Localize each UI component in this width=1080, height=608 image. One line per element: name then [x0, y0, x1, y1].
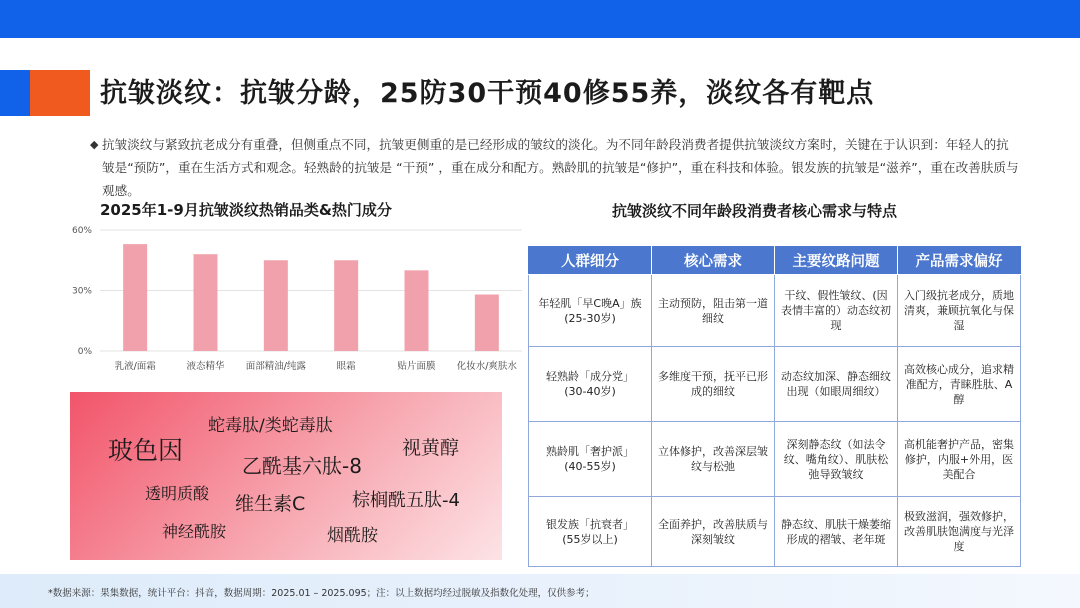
table-row: [529, 422, 1021, 497]
bar-chart: [60, 220, 530, 380]
table-cell: 主动预防，阻击第一道细纹: [652, 275, 775, 347]
table-cell: 熟龄肌「奢护派」 (40-55岁): [529, 422, 652, 497]
bullet-diamond-icon: ◆: [90, 138, 99, 151]
x-tick-label: 化妆水/爽肤水: [456, 361, 517, 372]
kw-retinal: 视黄醇: [402, 437, 460, 459]
chart-title: 2025年1-9月抗皱淡纹热销品类&热门成分: [100, 201, 392, 219]
ingredient-keyword-panel: [70, 392, 502, 560]
table-header-row: [529, 247, 1021, 275]
table-cell: 全面养护，改善肤质与深刻皱纹: [652, 497, 775, 567]
footer-bar: [0, 574, 1080, 608]
kw-palmitoyl-pentapeptide: 棕榈酰五肽-4: [352, 490, 460, 511]
table-row: [529, 347, 1021, 422]
x-tick-label: 眼霜: [336, 361, 356, 372]
kw-snake-peptide: 蛇毒肽/类蛇毒肽: [208, 416, 333, 436]
table-cell: 立体修护，改善深层皱纹与松弛: [652, 422, 775, 497]
title-accent-orange: [30, 70, 90, 116]
table-cell: 动态纹加深、静态细纹出现（如眼周细纹）: [775, 347, 898, 422]
y-tick-label: 30%: [71, 286, 92, 297]
kw-hyaluronic-acid: 透明质酸: [145, 484, 210, 503]
table-cell: 多维度干预，抚平已形成的细纹: [652, 347, 775, 422]
table-header-segment: 人群细分: [529, 247, 652, 275]
bar: [194, 254, 218, 351]
table-cell: 极致滋润，强效修护，改善肌肤饱满度与光泽度: [898, 497, 1021, 567]
kw-niacinamide: 烟酰胺: [327, 526, 378, 546]
page-title: 抗皱淡纹：抗皱分龄，25防30干预40修55养，淡纹各有靶点: [100, 78, 875, 109]
table-cell: 入门级抗老成分，质地清爽，兼顾抗氧化与保湿: [898, 275, 1021, 347]
table-cell: 轻熟龄「成分党」 (30-40岁): [529, 347, 652, 422]
table-cell: 银发族「抗衰者」 (55岁以上): [529, 497, 652, 567]
table-header-product-preference: 产品需求偏好: [898, 247, 1021, 275]
top-banner: [0, 0, 1080, 38]
table-row: [529, 497, 1021, 567]
kw-vitamin-c: 维生素C: [235, 493, 306, 515]
table-header-wrinkle-issue: 主要纹路问题: [775, 247, 898, 275]
table-header-core-need: 核心需求: [652, 247, 775, 275]
kw-acetyl-hexapeptide: 乙酰基六肽-8: [242, 454, 362, 478]
bar: [405, 270, 429, 351]
bar: [264, 260, 288, 351]
table-cell: 高机能奢护产品，密集修护，内服+外用，医美配合: [898, 422, 1021, 497]
intro-text: 抗皱淡纹与紧致抗老成分有重叠，但侧重点不同，抗皱更侧重的是已经形成的皱纹的淡化。为不同年龄段消费者提供抗皱淡纹方案时，关键在于认识到：年轻人的抗皱是“预防”，重在生活方式和观念。轻熟龄的抗皱是 “干预” ，重在成分和配方。熟龄肌的抗皱是“修护”，重在科技和体验。银发族的抗皱是“滋养”，重在改善肤质与观感。: [102, 137, 1019, 198]
table-cell: 干纹、假性皱纹、(因表情丰富的）动态纹初现: [775, 275, 898, 347]
table-title: 抗皱淡纹不同年龄段消费者核心需求与特点: [612, 202, 898, 220]
x-tick-label: 液态精华: [186, 361, 225, 372]
bar: [123, 244, 147, 351]
kw-ceramide: 神经酰胺: [162, 522, 227, 541]
bar: [334, 260, 358, 351]
table-cell: 高效核心成分，追求精准配方，青睐胜肽、A醇: [898, 347, 1021, 422]
y-tick-label: 60%: [71, 226, 92, 236]
x-tick-label: 乳液/面霜: [114, 361, 156, 372]
title-accent-blue: [0, 70, 30, 116]
kw-pro-xylane: 玻色因: [108, 436, 184, 465]
x-tick-label: 面部精油/纯露: [245, 361, 306, 372]
table-row: [529, 275, 1021, 347]
table-cell: 静态纹、肌肤干燥萎缩形成的褶皱、老年斑: [775, 497, 898, 567]
x-tick-label: 贴片面膜: [397, 361, 436, 372]
bar: [475, 295, 499, 351]
table-cell: 年轻肌「早C晚A」族 (25-30岁): [529, 275, 652, 347]
y-tick-label: 0%: [77, 347, 92, 357]
table-cell: 深刻静态纹（如法令纹、嘴角纹）、肌肤松弛导致皱纹: [775, 422, 898, 497]
data-source-note: *数据来源：果集数据，统计平台：抖音，数据周期：2025.01 – 2025.095；注：以上数据均经过脱敏及指数化处理，仅供参考；: [48, 588, 595, 599]
intro-paragraph: [90, 133, 1020, 202]
age-segment-table: [528, 246, 1021, 567]
